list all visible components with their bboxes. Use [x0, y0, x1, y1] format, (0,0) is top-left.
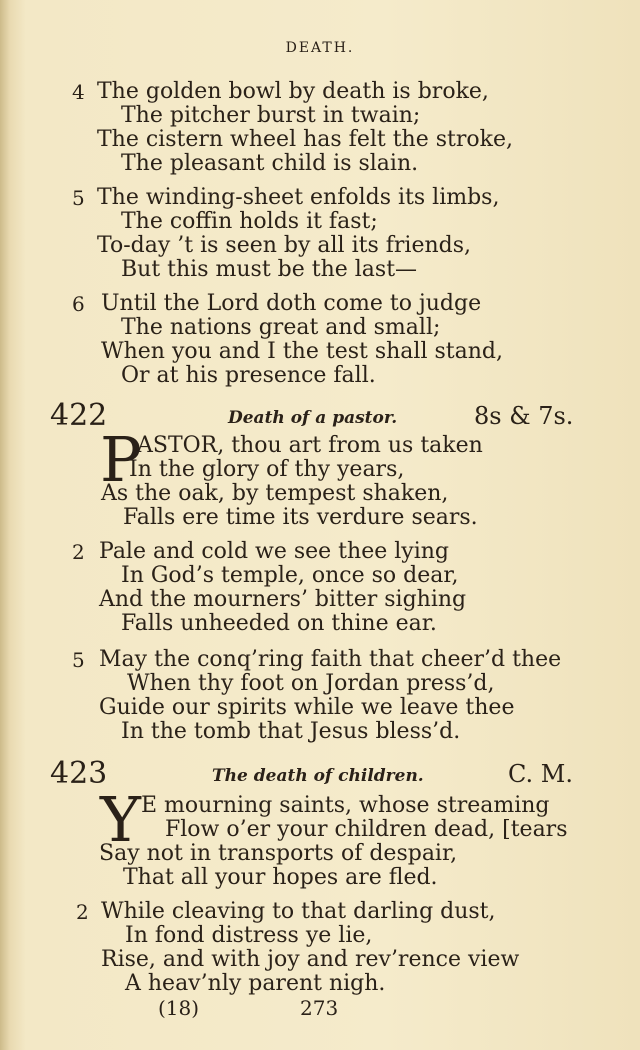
verse-line: In God’s temple, once so dear,	[121, 563, 459, 588]
running-header: DEATH.	[285, 40, 355, 56]
verse-line: But this must be the last—	[121, 257, 418, 282]
hymn-meter: 8s & 7s.	[474, 402, 574, 430]
verse-line: A heav’nly parent nigh.	[125, 971, 386, 996]
verse-line: In the glory of thy years,	[129, 457, 405, 482]
verse-line: Flow o’er your children dead, [tears	[165, 817, 568, 842]
hymn-title: The death of children.	[212, 766, 424, 786]
verse-line: The pleasant child is slain.	[121, 151, 419, 176]
verse-line: That all your hopes are fled.	[123, 865, 438, 890]
verse-line: Rise, and with joy and rev’rence view	[101, 947, 520, 972]
verse-line: The cistern wheel has felt the stroke,	[97, 127, 513, 152]
verse-line: As the oak, by tempest shaken,	[101, 481, 449, 506]
verse-line: ASTOR, thou art from us taken	[137, 433, 483, 458]
signature-mark: (18)	[158, 996, 200, 1020]
verse-line: In fond distress ye lie,	[125, 923, 373, 948]
verse-line: The pitcher burst in twain;	[121, 103, 421, 128]
stanza-number: 5	[72, 648, 85, 672]
verse-line: The golden bowl by death is broke,	[97, 79, 489, 104]
stanza-number: 4	[72, 80, 85, 104]
verse-line: The winding-sheet enfolds its limbs,	[97, 185, 500, 210]
page-number: 273	[300, 996, 339, 1020]
verse-line: To-day ’t is seen by all its friends,	[97, 233, 471, 258]
hymn-number: 422	[50, 398, 108, 433]
verse-line: Guide our spirits while we leave thee	[99, 695, 515, 720]
verse-line: Or at his presence fall.	[121, 363, 376, 388]
verse-line: When thy foot on Jordan press’d,	[127, 671, 495, 696]
verse-line: May the conq’ring faith that cheer’d thee	[99, 647, 562, 672]
drop-cap: Y	[100, 783, 141, 856]
stanza-number: 2	[76, 900, 89, 924]
verse-line: The coffin holds it fast;	[121, 209, 378, 234]
stanza-number: 2	[72, 540, 85, 564]
stanza-number: 6	[72, 292, 85, 316]
hymn-number: 423	[50, 756, 108, 791]
verse-line: And the mourners’ bitter sighing	[99, 587, 467, 612]
verse-line: E mourning saints, whose streaming	[141, 793, 550, 818]
stanza-number: 5	[72, 186, 85, 210]
verse-line: Falls ere time its verdure sears.	[123, 505, 478, 530]
verse-line: Say not in transports of despair,	[99, 841, 458, 866]
verse-line: In the tomb that Jesus bless’d.	[121, 719, 461, 744]
verse-line: When you and I the test shall stand,	[101, 339, 503, 364]
hymn-meter: C. M.	[508, 760, 573, 788]
verse-line: Pale and cold we see thee lying	[99, 539, 449, 564]
verse-line: Falls unheeded on thine ear.	[121, 611, 437, 636]
verse-line: The nations great and small;	[121, 315, 441, 340]
drop-cap: P	[100, 423, 142, 496]
verse-line: While cleaving to that darling dust,	[101, 899, 496, 924]
hymn-title: Death of a pastor.	[228, 408, 398, 428]
verse-line: Until the Lord doth come to judge	[101, 291, 482, 316]
